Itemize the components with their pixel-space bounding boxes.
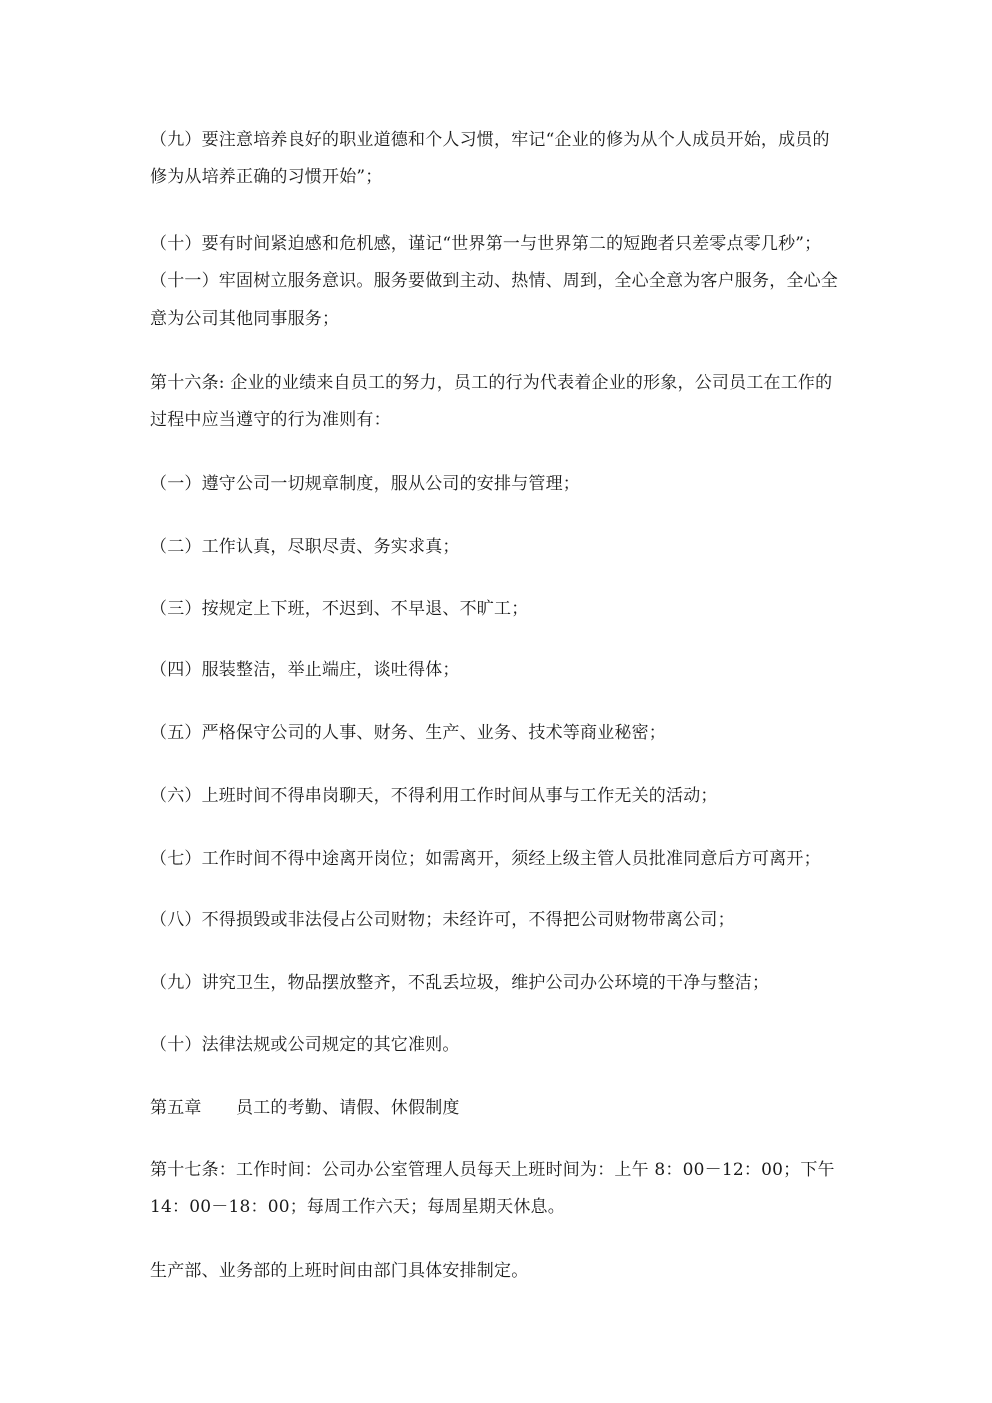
list-item: （三）按规定上下班，不迟到、不早退、不旷工； <box>150 599 529 619</box>
text-line: 生产部、业务部的上班时间由部门具体安排制定。 <box>150 1261 529 1281</box>
list-item: （四）服装整洁，举止端庄，谈吐得体； <box>150 660 460 680</box>
text-line: （十）要有时间紧迫感和危机感，谨记“世界第一与世界第二的短跑者只差零点零几秒”； <box>150 234 822 254</box>
list-item: （五）严格保守公司的人事、财务、生产、业务、技术等商业秘密； <box>150 723 666 743</box>
text-line: 第十七条：工作时间：公司办公室管理人员每天上班时间为：上午 8：00－12：00；下午 <box>150 1160 835 1180</box>
list-item: （二）工作认真，尽职尽责、务实求真； <box>150 537 460 557</box>
list-item: （九）讲究卫生，物品摆放整齐，不乱丢垃圾，维护公司办公环境的干净与整洁； <box>150 973 770 993</box>
text-line: 14：00－18：00；每周工作六天；每周星期天休息。 <box>150 1197 565 1217</box>
chapter-heading: 第五章 员工的考勤、请假、休假制度 <box>150 1098 460 1118</box>
text-line: 修为从培养正确的习惯开始”； <box>150 167 383 187</box>
text-line: 第十六条: 企业的业绩来自员工的努力，员工的行为代表着企业的形象，公司员工在工作的 <box>150 373 833 393</box>
list-item: （八）不得损毁或非法侵占公司财物；未经许可，不得把公司财物带离公司； <box>150 910 735 930</box>
text-line: 意为公司其他同事服务； <box>150 309 340 329</box>
list-item: （一）遵守公司一切规章制度，服从公司的安排与管理； <box>150 474 580 494</box>
text-line: 过程中应当遵守的行为准则有： <box>150 410 391 430</box>
list-item: （七）工作时间不得中途离开岗位；如需离开，须经上级主管人员批准同意后方可离开； <box>150 849 821 869</box>
text-line: （十一）牢固树立服务意识。服务要做到主动、热情、周到，全心全意为客户服务，全心全 <box>150 271 838 291</box>
list-item: （十）法律法规或公司规定的其它准则。 <box>150 1035 460 1055</box>
text-line: （九）要注意培养良好的职业道德和个人习惯，牢记“企业的修为从个人成员开始，成员的 <box>150 130 830 150</box>
list-item: （六）上班时间不得串岗聊天，不得利用工作时间从事与工作无关的活动； <box>150 786 718 806</box>
